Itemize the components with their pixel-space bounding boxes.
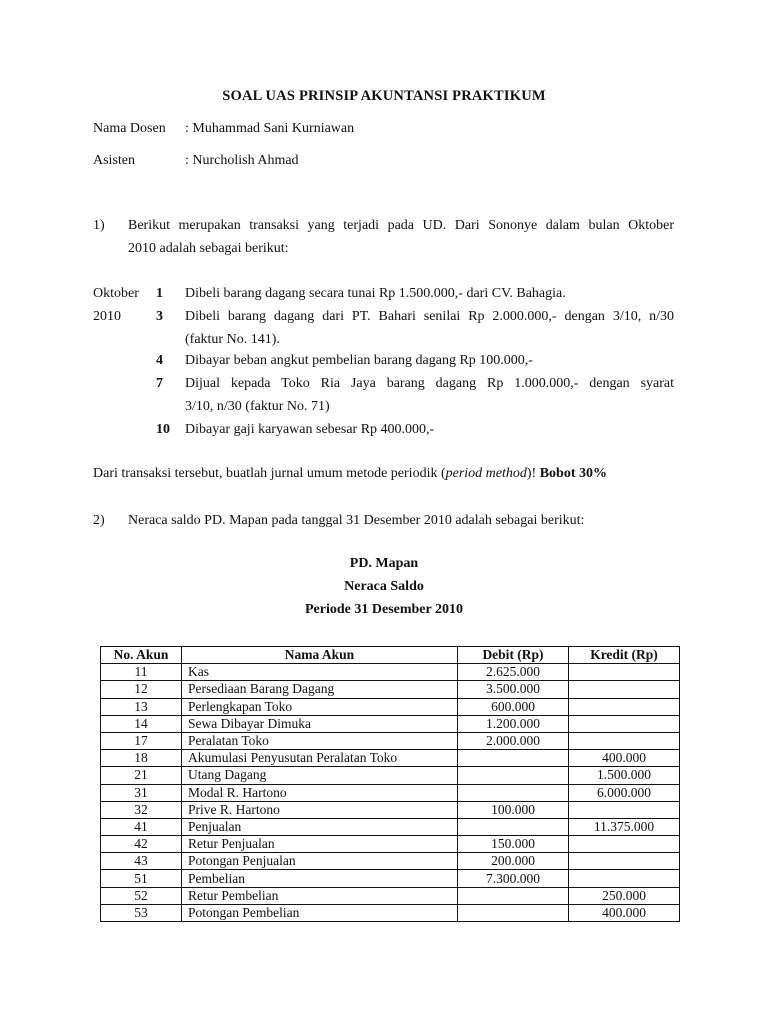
debit-cell xyxy=(458,750,569,767)
debit-cell: 200.000 xyxy=(458,853,569,870)
table-row xyxy=(101,853,680,870)
account-number-cell: 12 xyxy=(101,681,182,698)
account-name-cell: Peralatan Toko xyxy=(182,732,458,749)
table-row xyxy=(101,664,680,681)
credit-cell xyxy=(569,801,680,818)
credit-cell xyxy=(569,853,680,870)
debit-cell xyxy=(458,904,569,921)
credit-cell: 400.000 xyxy=(569,750,680,767)
account-number-cell: 31 xyxy=(101,784,182,801)
header-account-name: Nama Akun xyxy=(182,647,458,664)
debit-cell: 2.000.000 xyxy=(458,732,569,749)
debit-cell: 1.200.000 xyxy=(458,715,569,732)
account-name-cell: Prive R. Hartono xyxy=(182,801,458,818)
table-row xyxy=(101,698,680,715)
dosen-label: Nama Dosen xyxy=(93,121,166,136)
table-row xyxy=(101,732,680,749)
trial-balance-table xyxy=(100,646,680,922)
account-name-cell: Potongan Penjualan xyxy=(182,853,458,870)
transaction-text: Dijual kepada Toko Ria Jaya barang dagang Rp 1.000.000,- dengan syarat xyxy=(185,376,674,391)
debit-cell: 600.000 xyxy=(458,698,569,715)
header-debit: Debit (Rp) xyxy=(458,647,569,664)
credit-cell xyxy=(569,698,680,715)
question-2-number: 2) xyxy=(93,513,105,528)
debit-cell: 3.500.000 xyxy=(458,681,569,698)
credit-cell xyxy=(569,664,680,681)
transaction-text: Dibeli barang dagang dari PT. Bahari senilai Rp 2.000.000,- dengan 3/10, n/30 xyxy=(185,309,674,324)
asisten-label: Asisten xyxy=(93,153,135,168)
year-label: 2010 xyxy=(93,309,121,324)
table-row xyxy=(101,784,680,801)
account-number-cell: 41 xyxy=(101,818,182,835)
transaction-text: Dibayar beban angkut pembelian barang dagang Rp 100.000,- xyxy=(185,353,533,368)
account-name-cell: Sewa Dibayar Dimuka xyxy=(182,715,458,732)
weight-label: Bobot 30% xyxy=(539,466,608,481)
account-name-cell: Potongan Pembelian xyxy=(182,904,458,921)
account-number-cell: 17 xyxy=(101,732,182,749)
table-row xyxy=(101,767,680,784)
account-number-cell: 32 xyxy=(101,801,182,818)
table-row xyxy=(101,870,680,887)
asisten-value: : Nurcholish Ahmad xyxy=(185,153,299,168)
table-row xyxy=(101,836,680,853)
table-row xyxy=(101,887,680,904)
instruction-italic: period method xyxy=(445,466,527,481)
credit-cell xyxy=(569,681,680,698)
instruction-text-end: )! xyxy=(526,466,540,481)
account-name-cell: Retur Pembelian xyxy=(182,887,458,904)
question-1-instruction xyxy=(93,466,607,482)
table-row xyxy=(101,801,680,818)
page-title: SOAL UAS PRINSIP AKUNTANSI PRAKTIKUM xyxy=(222,88,546,104)
account-name-cell: Perlengkapan Toko xyxy=(182,698,458,715)
transaction-day: 4 xyxy=(156,353,163,368)
debit-cell xyxy=(458,784,569,801)
debit-cell xyxy=(458,767,569,784)
account-number-cell: 13 xyxy=(101,698,182,715)
report-period: Periode 31 Desember 2010 xyxy=(305,602,463,617)
account-number-cell: 14 xyxy=(101,715,182,732)
debit-cell: 100.000 xyxy=(458,801,569,818)
transaction-day: 7 xyxy=(156,376,163,391)
account-name-cell: Penjualan xyxy=(182,818,458,835)
transaction-day: 3 xyxy=(156,309,163,324)
account-number-cell: 21 xyxy=(101,767,182,784)
credit-cell: 250.000 xyxy=(569,887,680,904)
debit-cell: 2.625.000 xyxy=(458,664,569,681)
table-row xyxy=(101,904,680,921)
account-name-cell: Retur Penjualan xyxy=(182,836,458,853)
transaction-text: 3/10, n/30 (faktur No. 71) xyxy=(185,399,330,414)
credit-cell: 1.500.000 xyxy=(569,767,680,784)
table-row xyxy=(101,681,680,698)
header-account-number: No. Akun xyxy=(101,647,182,664)
credit-cell xyxy=(569,836,680,853)
debit-cell xyxy=(458,818,569,835)
debit-cell: 150.000 xyxy=(458,836,569,853)
dosen-value: : Muhammad Sani Kurniawan xyxy=(185,121,355,136)
table-row xyxy=(101,715,680,732)
account-number-cell: 43 xyxy=(101,853,182,870)
account-number-cell: 42 xyxy=(101,836,182,853)
credit-cell xyxy=(569,732,680,749)
transaction-text: Dibeli barang dagang secara tunai Rp 1.500.000,- dari CV. Bahagia. xyxy=(185,286,566,301)
credit-cell: 11.375.000 xyxy=(569,818,680,835)
question-2-line: Neraca saldo PD. Mapan pada tanggal 31 Desember 2010 adalah sebagai berikut: xyxy=(128,513,585,528)
instruction-text: Dari transaksi tersebut, buatlah jurnal umum metode periodik ( xyxy=(93,466,446,481)
account-name-cell: Utang Dagang xyxy=(182,767,458,784)
transaction-text: Dibayar gaji karyawan sebesar Rp 400.000,- xyxy=(185,422,435,437)
credit-cell xyxy=(569,870,680,887)
company-name: PD. Mapan xyxy=(349,556,419,571)
account-number-cell: 51 xyxy=(101,870,182,887)
account-name-cell: Kas xyxy=(182,664,458,681)
account-number-cell: 18 xyxy=(101,750,182,767)
account-name-cell: Pembelian xyxy=(182,870,458,887)
account-name-cell: Akumulasi Penyusutan Peralatan Toko xyxy=(182,750,458,767)
account-name-cell: Modal R. Hartono xyxy=(182,784,458,801)
question-1-line-2: 2010 adalah sebagai berikut: xyxy=(128,241,289,256)
table-header-row xyxy=(101,647,680,664)
month-label: Oktober xyxy=(93,286,139,301)
debit-cell: 7.300.000 xyxy=(458,870,569,887)
credit-cell xyxy=(569,715,680,732)
table-row xyxy=(101,818,680,835)
debit-cell xyxy=(458,887,569,904)
account-name-cell: Persediaan Barang Dagang xyxy=(182,681,458,698)
account-number-cell: 53 xyxy=(101,904,182,921)
account-number-cell: 11 xyxy=(101,664,182,681)
table-row xyxy=(101,750,680,767)
question-1-line-1: Berikut merupakan transaksi yang terjadi pada UD. Dari Sononye dalam bulan Oktober xyxy=(128,218,674,233)
credit-cell: 400.000 xyxy=(569,904,680,921)
question-1-number: 1) xyxy=(93,218,105,233)
transaction-text: (faktur No. 141). xyxy=(185,332,280,347)
account-number-cell: 52 xyxy=(101,887,182,904)
report-name: Neraca Saldo xyxy=(344,579,424,594)
header-credit: Kredit (Rp) xyxy=(569,647,680,664)
credit-cell: 6.000.000 xyxy=(569,784,680,801)
transaction-day: 10 xyxy=(156,422,170,437)
transaction-day: 1 xyxy=(156,286,163,301)
